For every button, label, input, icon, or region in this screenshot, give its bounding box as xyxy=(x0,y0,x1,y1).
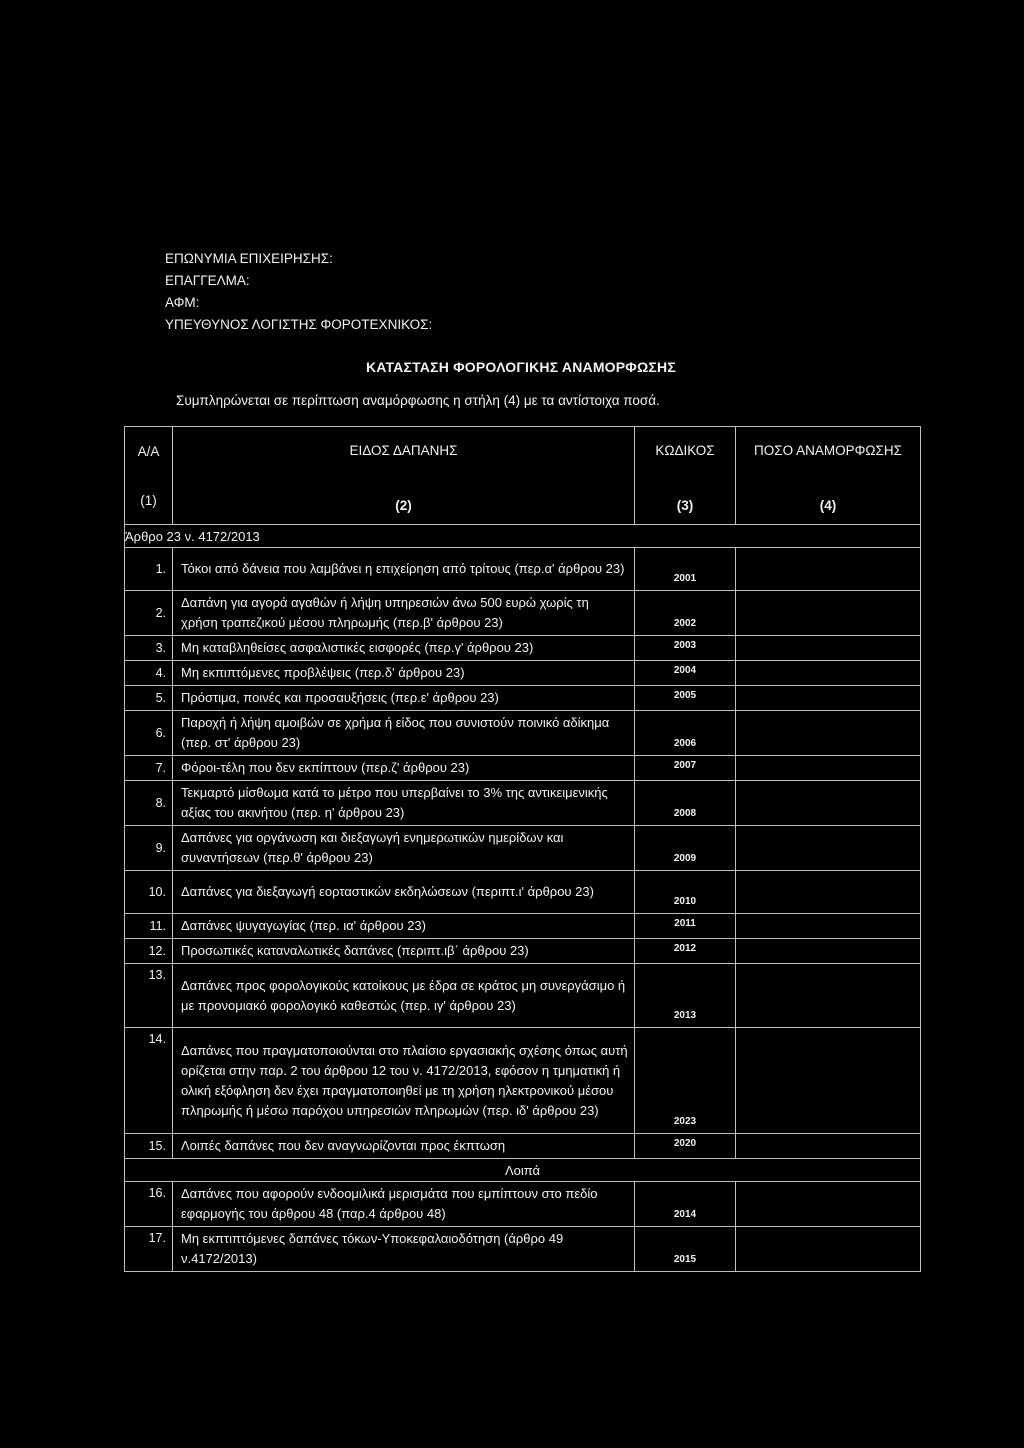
adjustment-amount-cell[interactable] xyxy=(736,939,921,964)
row-description: Μη εκπτιπτόμενες δαπάνες τόκων-Υποκεφαλαιοδότηση (άρθρο 49 ν.4172/2013) xyxy=(173,1227,635,1272)
row-number: 5. xyxy=(125,686,173,711)
row-description: Δαπάνες για διεξαγωγή εορταστικών εκδηλώσεων (περιπτ.ι' άρθρου 23) xyxy=(173,871,635,914)
row-number: 11. xyxy=(125,914,173,939)
section-label: Άρθρο 23 ν. 4172/2013 xyxy=(125,525,921,548)
table-row xyxy=(125,661,921,686)
row-code: 2006 xyxy=(635,711,736,756)
adjustment-amount-cell[interactable] xyxy=(736,756,921,781)
row-number: 9. xyxy=(125,826,173,871)
row-description: Τόκοι από δάνεια που λαμβάνει η επιχείρηση από τρίτους (περ.α' άρθρου 23) xyxy=(173,548,635,591)
document-title: ΚΑΤΑΣΤΑΣΗ ΦΟΡΟΛΟΓΙΚΗΣ ΑΝΑΜΟΡΦΩΣΗΣ xyxy=(366,359,676,375)
column-header-number: (3) xyxy=(676,497,694,513)
table-row xyxy=(125,686,921,711)
row-description: Δαπάνες προς φορολογικούς κατοίκους με έδρα σε κράτος μη συνεργάσιμο ή με προνομιακό φορολογικό καθεστώς (περ. ιγ' άρθρου 23) xyxy=(173,964,635,1028)
row-description: Μη εκπιπτόμενες προβλέψεις (περ.δ' άρθρου 23) xyxy=(173,661,635,686)
row-number: 2. xyxy=(125,591,173,636)
table-row xyxy=(125,871,921,914)
adjustment-amount-cell[interactable] xyxy=(736,548,921,591)
row-code: 2009 xyxy=(635,826,736,871)
company-info xyxy=(165,248,432,336)
table-row xyxy=(125,964,921,1028)
row-code: 2007 xyxy=(635,756,736,781)
adjustment-amount-cell[interactable] xyxy=(736,661,921,686)
table-row xyxy=(125,939,921,964)
adjustment-amount-cell[interactable] xyxy=(736,591,921,636)
table-row xyxy=(125,1028,921,1134)
row-code: 2008 xyxy=(635,781,736,826)
table-row xyxy=(125,1182,921,1227)
row-number: 16. xyxy=(125,1182,173,1227)
table-row xyxy=(125,711,921,756)
row-code: 2023 xyxy=(635,1028,736,1134)
row-description: Παροχή ή λήψη αμοιβών σε χρήμα ή είδος που συνιστούν ποινικό αδίκημα (περ. στ' άρθρου 23) xyxy=(173,711,635,756)
table-row xyxy=(125,756,921,781)
column-header-label: ΚΩΔΙΚΟΣ xyxy=(655,442,715,458)
row-description: Προσωπικές καταναλωτικές δαπάνες (περιπτ.ιβ΄ άρθρου 23) xyxy=(173,939,635,964)
document-subtitle: Συμπληρώνεται σε περίπτωση αναμόρφωσης η στήλη (4) με τα αντίστοιχα ποσά. xyxy=(176,393,660,408)
row-description: Δαπάνες ψυγαγωγίας (περ. ια' άρθρου 23) xyxy=(173,914,635,939)
row-code: 2013 xyxy=(635,964,736,1028)
column-header-aa xyxy=(125,427,173,525)
adjustment-amount-cell[interactable] xyxy=(736,636,921,661)
table-header-row xyxy=(125,427,921,525)
column-header-label: Α/Α xyxy=(137,443,160,459)
column-header-number: (4) xyxy=(819,497,837,513)
tax-adjustment-table xyxy=(124,426,921,1272)
column-header-expense-type xyxy=(173,427,635,525)
row-code: 2004 xyxy=(635,661,736,686)
column-header-adjustment-amount xyxy=(736,427,921,525)
column-header-number: (1) xyxy=(140,492,157,508)
table-row xyxy=(125,781,921,826)
row-number: 4. xyxy=(125,661,173,686)
row-description: Τεκμαρτό μίσθωμα κατά το μέτρο που υπερβαίνει το 3% της αντικειμενικής αξίας του ακινήτου (περ. η' άρθρου 23) xyxy=(173,781,635,826)
table-row xyxy=(125,1134,921,1159)
adjustment-amount-cell[interactable] xyxy=(736,711,921,756)
row-code: 2005 xyxy=(635,686,736,711)
row-code: 2002 xyxy=(635,591,736,636)
adjustment-amount-cell[interactable] xyxy=(736,914,921,939)
adjustment-amount-cell[interactable] xyxy=(736,964,921,1028)
adjustment-amount-cell[interactable] xyxy=(736,1227,921,1272)
adjustment-amount-cell[interactable] xyxy=(736,1134,921,1159)
row-description: Λοιπές δαπάνες που δεν αναγνωρίζονται προς έκπτωση xyxy=(173,1134,635,1159)
row-code: 2012 xyxy=(635,939,736,964)
row-number: 1. xyxy=(125,548,173,591)
section-row-other xyxy=(125,1159,921,1182)
section-row-article-23 xyxy=(125,525,921,548)
row-number: 17. xyxy=(125,1227,173,1272)
row-description: Δαπάνες για οργάνωση και διεξαγωγή ενημερωτικών ημερίδων και συναντήσεων (περ.θ' άρθρου 23) xyxy=(173,826,635,871)
row-description: Φόροι-τέλη που δεν εκπίπτουν (περ.ζ' άρθρου 23) xyxy=(173,756,635,781)
row-number: 3. xyxy=(125,636,173,661)
column-header-number: (2) xyxy=(395,497,412,513)
row-number: 15. xyxy=(125,1134,173,1159)
adjustment-amount-cell[interactable] xyxy=(736,1182,921,1227)
table-row xyxy=(125,826,921,871)
table-row xyxy=(125,591,921,636)
row-code: 2014 xyxy=(635,1182,736,1227)
row-code: 2010 xyxy=(635,871,736,914)
row-number: 10. xyxy=(125,871,173,914)
row-code: 2003 xyxy=(635,636,736,661)
row-code: 2001 xyxy=(635,548,736,591)
table-row xyxy=(125,548,921,591)
row-description: Δαπάνες που αφορούν ενδοομιλικά μερισμάτα που εμπίπτουν στο πεδίο εφαρμογής του άρθρου 48 (παρ.4 άρθρου 48) xyxy=(173,1182,635,1227)
company-name-label: ΕΠΩΝΥΜΙΑ ΕΠΙΧΕΙΡΗΣΗΣ: xyxy=(165,251,333,266)
row-code: 2020 xyxy=(635,1134,736,1159)
adjustment-amount-cell[interactable] xyxy=(736,1028,921,1134)
row-number: 12. xyxy=(125,939,173,964)
afm-label: ΑΦΜ: xyxy=(165,295,200,310)
table-row xyxy=(125,636,921,661)
row-number: 7. xyxy=(125,756,173,781)
accountant-label: ΥΠΕΥΘΥΝΟΣ ΛΟΓΙΣΤΗΣ ΦΟΡΟΤΕΧΝΙΚΟΣ: xyxy=(165,317,433,332)
section-label: Λοιπά xyxy=(125,1159,921,1182)
adjustment-amount-cell[interactable] xyxy=(736,826,921,871)
adjustment-amount-cell[interactable] xyxy=(736,871,921,914)
row-description: Δαπάνες που πραγματοποιούνται στο πλαίσιο εργασιακής σχέσης όπως αυτή ορίζεται στην παρ. 2 του άρθρου 12 του ν. 4172/2013, εφόσον η τμηματική ή ολική εξόφληση δεν έχει πραγματοποιηθεί με τη χρήση ηλεκτρονικού μέσου πληρωμής ή μέσω παρόχου υπηρεσιών πληρωμών (περ. ιδ' άρθρου 23) xyxy=(173,1028,635,1134)
table-row xyxy=(125,914,921,939)
row-code: 2011 xyxy=(635,914,736,939)
profession-label: ΕΠΑΓΓΕΛΜΑ: xyxy=(165,273,250,288)
row-number: 8. xyxy=(125,781,173,826)
row-description: Δαπάνη για αγορά αγαθών ή λήψη υπηρεσιών άνω 500 ευρώ χωρίς τη χρήση τραπεζικού μέσου πληρωμής (περ.β' άρθρου 23) xyxy=(173,591,635,636)
row-number: 13. xyxy=(125,964,173,1028)
row-description: Πρόστιμα, ποινές και προσαυξήσεις (περ.ε' άρθρου 23) xyxy=(173,686,635,711)
row-description: Μη καταβληθείσες ασφαλιστικές εισφορές (περ.γ' άρθρου 23) xyxy=(173,636,635,661)
adjustment-amount-cell[interactable] xyxy=(736,686,921,711)
row-code: 2015 xyxy=(635,1227,736,1272)
column-header-code xyxy=(635,427,736,525)
column-header-label: ΠΟΣΟ ΑΝΑΜΟΡΦΩΣΗΣ xyxy=(754,442,902,458)
row-number: 14. xyxy=(125,1028,173,1134)
column-header-label: ΕΙΔΟΣ ΔΑΠΑΝΗΣ xyxy=(349,442,458,458)
table-row xyxy=(125,1227,921,1272)
adjustment-amount-cell[interactable] xyxy=(736,781,921,826)
row-number: 6. xyxy=(125,711,173,756)
